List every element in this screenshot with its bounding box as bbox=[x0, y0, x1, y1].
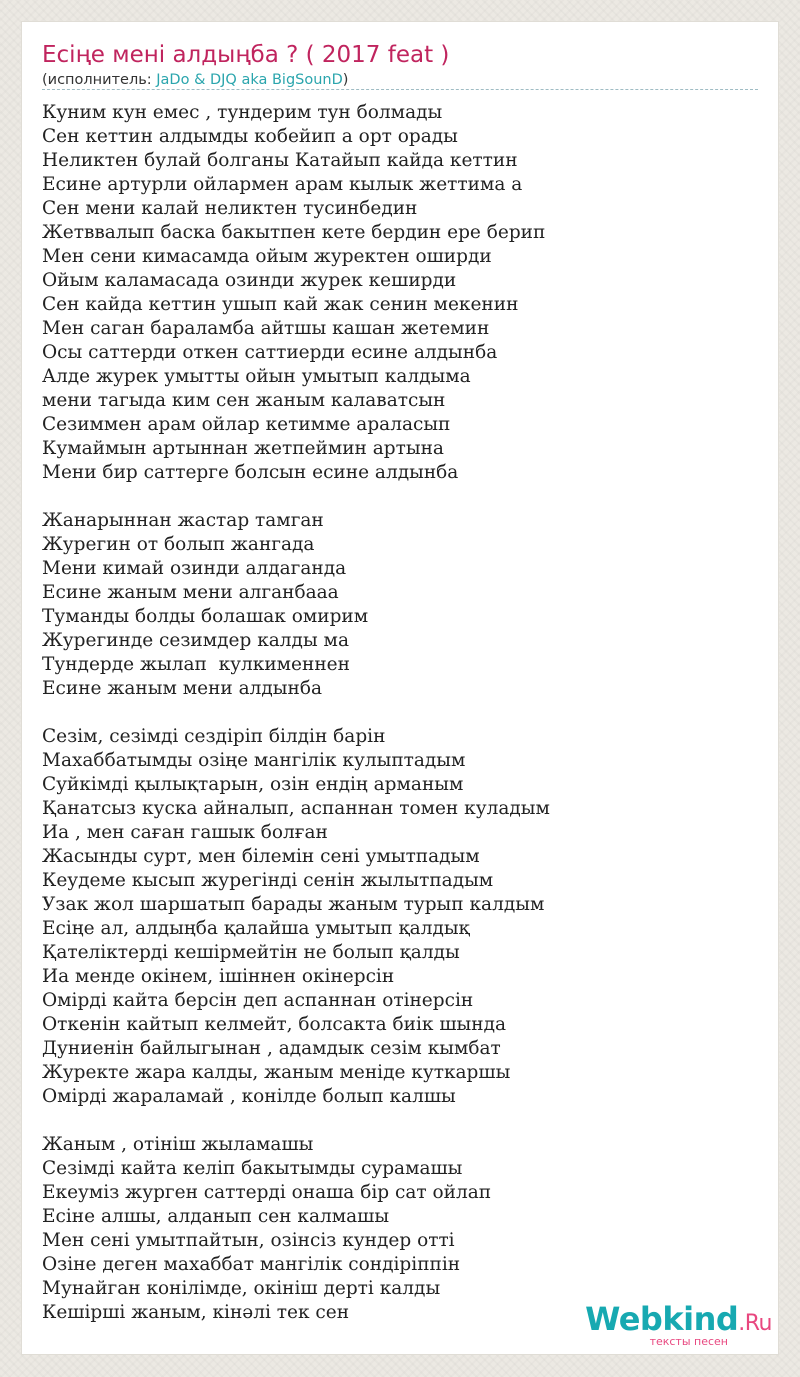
lyric-line: Мен сені умытпайтын, озінсіз кундер отті bbox=[42, 1230, 455, 1251]
artist-prefix: (исполнитель: bbox=[42, 72, 157, 88]
lyric-line: Омірді кайта берсін деп аспаннан отінерсін bbox=[42, 990, 474, 1011]
lyric-line: Осы саттерди откен саттиерди есине алдынба bbox=[42, 342, 498, 363]
site-logo[interactable] bbox=[585, 1302, 772, 1348]
lyric-line: Жасынды сурт, мен білемін сені умытпадым bbox=[42, 846, 480, 867]
lyric-line: Ойым каламасада озинди журек кеширди bbox=[42, 270, 457, 291]
lyric-line: Журегин от болып жангада bbox=[42, 534, 315, 555]
lyric-line: Откенін кайтып келмейт, болсакта биік шында bbox=[42, 1014, 507, 1035]
lyric-line: Мунайган конілімде, окініш дерті калды bbox=[42, 1278, 441, 1299]
artist-suffix: ) bbox=[342, 72, 349, 88]
lyric-line: Мен саган бараламба айтшы кашан жетемин bbox=[42, 318, 490, 339]
logo-brand: Webkind bbox=[585, 1300, 739, 1338]
lyric-line: Сезім, сезімді сездіріп білдін барін bbox=[42, 726, 386, 747]
lyric-line: Журекте жара калды, жаным меніде куткаршы bbox=[42, 1062, 511, 1083]
lyric-line: Есине жаным мени алдынба bbox=[42, 678, 323, 699]
lyric-line: Тундерде жылап кулкименнен bbox=[42, 654, 350, 675]
lyric-line: Жетввалып баска бакытпен кете бердин ере берип bbox=[42, 222, 546, 243]
lyric-line: Қанатсыз куска айналып, аспаннан томен куладым bbox=[42, 798, 550, 819]
lyric-line: Қателіктерді кешірмейтін не болып қалды bbox=[42, 942, 460, 963]
stanza-break bbox=[42, 485, 768, 509]
lyric-line: Узак жол шаршатып барады жаным турып калдым bbox=[42, 894, 545, 915]
stanza-break bbox=[42, 701, 768, 725]
lyric-line: Озіне деген махаббат мангілік сондіріппін bbox=[42, 1254, 461, 1275]
lyric-line: Иа менде окінем, ішіннен окінерсін bbox=[42, 966, 395, 987]
lyric-line: Кешірші жаным, кінәлі тек сен bbox=[42, 1302, 350, 1323]
lyric-line: Сезімді кайта келіп бакытымды сурамашы bbox=[42, 1158, 463, 1179]
lyric-line: Мени бир саттерге болсын есине алдынба bbox=[42, 462, 459, 483]
artist-link[interactable]: JaDo & DJQ aka BigSounD bbox=[156, 72, 343, 88]
lyric-line: Есіңе ал, алдыңба қалайша умытып қалдық bbox=[42, 918, 470, 939]
lyric-line: Жаным , отініш жыламашы bbox=[42, 1134, 314, 1155]
lyric-line: мени тагыда ким сен жаным калаватсын bbox=[42, 390, 446, 411]
lyric-line: Неликтен булай болганы Катайып кайда кеттин bbox=[42, 150, 518, 171]
lyric-line: Алде журек умытты ойын умытып калдыма bbox=[42, 366, 471, 387]
logo-tld: .Ru bbox=[738, 1311, 772, 1336]
lyric-line: Жанарыннан жастар тамган bbox=[42, 510, 324, 531]
lyric-line: Сен кеттин алдымды кобейип а орт орады bbox=[42, 126, 458, 147]
artist-line bbox=[42, 72, 348, 88]
lyric-line: Есіне алшы, алданып сен калмашы bbox=[42, 1206, 390, 1227]
lyric-line: Есине жаным мени алганбааа bbox=[42, 582, 339, 603]
lyric-line: Куним кун емес , тундерим тун болмады bbox=[42, 102, 443, 123]
stanza-break bbox=[42, 1109, 768, 1133]
lyric-line: Мени кимай озинди алдаганда bbox=[42, 558, 347, 579]
lyric-line: Сезиммен арам ойлар кетимме араласып bbox=[42, 414, 451, 435]
lyric-line: Махаббатымды озіңе мангілік кулыптадым bbox=[42, 750, 466, 771]
lyric-line: Сен кайда кеттин ушып кай жак сенин мекенин bbox=[42, 294, 519, 315]
lyric-line: Кумаймын артыннан жетпеймин артына bbox=[42, 438, 444, 459]
logo-tagline: тексты песен bbox=[649, 1335, 728, 1348]
lyric-line: Журегинде сезимдер калды ма bbox=[42, 630, 349, 651]
header-divider bbox=[42, 89, 758, 90]
lyric-line: Суйкімді қылықтарын, озін ендің арманым bbox=[42, 774, 464, 795]
lyric-line: Мен сени кимасамда ойым журектен оширди bbox=[42, 246, 492, 267]
lyric-line: Екеуміз журген саттерді онаша бір сат ойлап bbox=[42, 1182, 492, 1203]
lyric-line: Есине артурли ойлармен арам кылык жеттима а bbox=[42, 174, 523, 195]
lyric-line: Сен мени калай неликтен тусинбедин bbox=[42, 198, 418, 219]
lyric-line: Омірді жараламай , конілде болып калшы bbox=[42, 1086, 456, 1107]
lyrics-card bbox=[22, 22, 778, 1354]
lyric-line: Иа , мен саған гашык болған bbox=[42, 822, 328, 843]
lyric-line: Туманды болды болашак омирим bbox=[42, 606, 369, 627]
song-title: Есіңе мені алдыңба ? ( 2017 feat ) bbox=[42, 42, 450, 68]
lyric-line: Кеудеме кысып журегінді сенін жылытпадым bbox=[42, 870, 494, 891]
lyric-line: Дуниенін байлыгынан , адамдык сезім кымбат bbox=[42, 1038, 501, 1059]
lyrics-text bbox=[42, 101, 768, 1325]
